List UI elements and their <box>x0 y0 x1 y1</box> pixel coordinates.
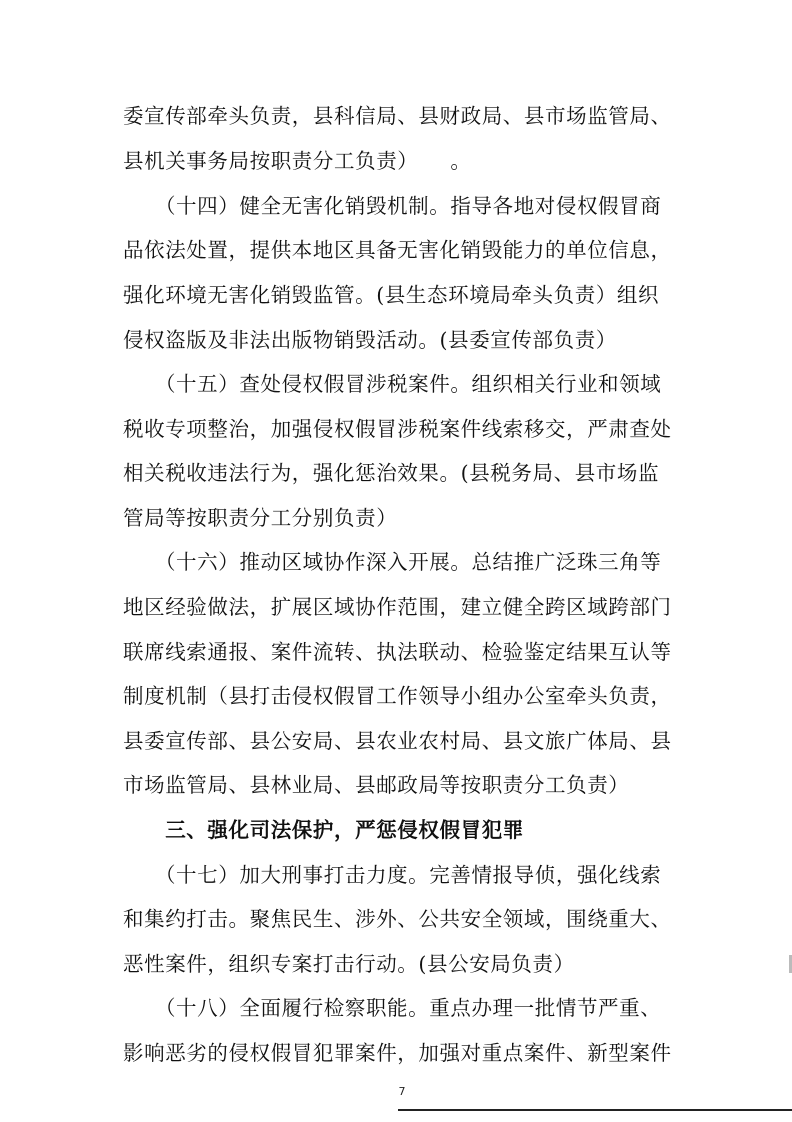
body-line: （十四）健全无害化销毁机制。指导各地对侵权假冒商 <box>123 194 662 218</box>
body-line: （十五）查处侵权假冒涉税案件。组织相关行业和领域 <box>123 372 662 396</box>
section-heading: 三、强化司法保护，严惩侵权假冒犯罪 <box>123 818 524 842</box>
page-number: 7 <box>398 1085 406 1098</box>
footer-rule <box>398 1109 792 1111</box>
body-line: 管局等按职责分工分别负责） <box>123 506 398 530</box>
body-line: 影响恶劣的侵权假冒犯罪案件，加强对重点案件、新型案件 <box>123 1041 672 1065</box>
body-line: 恶性案件，组织专案打击行动。(县公安局负责） <box>123 952 575 976</box>
body-line: 强化环境无害化销毁监管。(县生态环境局牵头负责）组织 <box>123 283 660 307</box>
body-line: 委宣传部牵头负责，县科信局、县财政局、县市场监管局、 <box>123 104 672 128</box>
body-line: （十七）加大刑事打击力度。完善情报导侦，强化线索 <box>123 863 662 887</box>
body-line: 税收专项整治，加强侵权假冒涉税案件线索移交，严肃查处 <box>123 417 672 441</box>
body-line: 侵权盗版及非法出版物销毁活动。(县委宣传部负责） <box>123 328 617 352</box>
body-line: 地区经验做法，扩展区域协作范围，建立健全跨区域跨部门 <box>123 595 672 619</box>
body-line: 品依法处置，提供本地区具备无害化销毁能力的单位信息， <box>123 238 672 262</box>
body-line: 市场监管局、县林业局、县邮政局等按职责分工负责） <box>123 773 630 797</box>
body-line: 县机关事务局按职责分工负责） 。 <box>123 149 472 173</box>
body-line: （十八）全面履行检察职能。重点办理一批情节严重、 <box>123 996 662 1020</box>
body-line: （十六）推动区域协作深入开展。总结推广泛珠三角等 <box>123 550 662 574</box>
body-line: 相关税收违法行为，强化惩治效果。(县税务局、县市场监 <box>123 461 660 485</box>
body-line: 县委宣传部、县公安局、县农业农村局、县文旅广体局、县 <box>123 729 672 753</box>
body-line: 联席线索通报、案件流转、执法联动、检验鉴定结果互认等 <box>123 640 672 664</box>
body-line: 和集约打击。聚焦民生、涉外、公共安全领域，围绕重大、 <box>123 907 672 931</box>
body-line: 制度机制（县打击侵权假冒工作领导小组办公室牵头负责， <box>123 684 672 708</box>
